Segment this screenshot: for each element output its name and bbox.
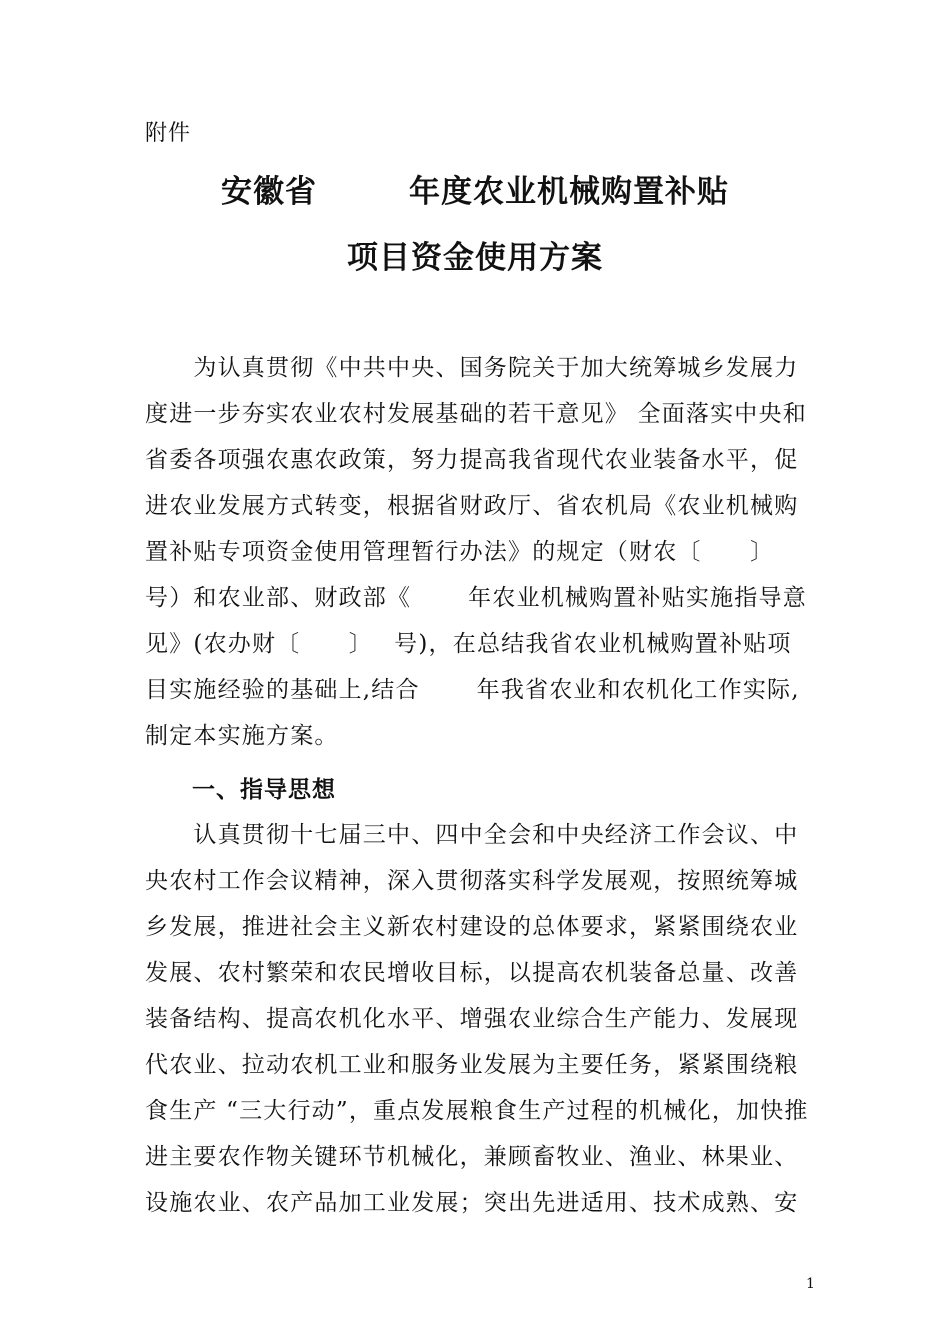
intro-paragraph-line: 目实施经验的基础上,结合 年我省农业和农机化工作实际, (145, 677, 800, 703)
section-heading-guiding-ideology: 一、指导思想 (192, 777, 336, 803)
guiding-ideology-paragraph-line: 进主要农作物关键环节机械化，兼顾畜牧业、渔业、林果业、 (145, 1144, 799, 1170)
guiding-ideology-paragraph (145, 812, 809, 1226)
page-number: 1 (806, 1276, 815, 1292)
document-title-line2: 项目资金使用方案 (347, 240, 603, 276)
intro-paragraph-line: 置补贴专项资金使用管理暂行办法》的规定（财农〔 〕 (145, 539, 775, 565)
intro-paragraph-line: 省委各项强农惠农政策，努力提高我省现代农业装备水平，促 (145, 447, 799, 473)
intro-paragraph-line: 号）和农业部、财政部《 年农业机械购置补贴实施指导意 (145, 585, 807, 611)
attachment-label: 附件 (145, 121, 192, 146)
title-subject: 年度农业机械购置补贴 (409, 174, 729, 210)
guiding-ideology-paragraph-line: 设施农业、农产品加工业发展；突出先进适用、技术成熟、安 (145, 1190, 799, 1216)
guiding-ideology-paragraph-line: 代农业、拉动农机工业和服务业发展为主要任务，紧紧围绕粮 (145, 1052, 799, 1078)
intro-paragraph-line: 度进一步夯实农业农村发展基础的若干意见》 全面落实中央和 (145, 401, 807, 427)
document-title-line1 (0, 166, 950, 211)
intro-paragraph-line: 进农业发展方式转变，根据省财政厅、省农机局《农业机械购 (145, 493, 799, 519)
guiding-ideology-paragraph-line: 乡发展，推进社会主义新农村建设的总体要求，紧紧围绕农业 (145, 914, 799, 940)
title-province: 安徽省 (221, 174, 317, 210)
intro-paragraph (145, 345, 805, 759)
guiding-ideology-paragraph-line: 央农村工作会议精神，深入贯彻落实科学发展观，按照统筹城 (145, 868, 799, 894)
intro-paragraph-line: 见》(农办财〔 〕 号)，在总结我省农业机械购置补贴项 (145, 631, 792, 657)
intro-paragraph-line: 为认真贯彻《中共中央、国务院关于加大统筹城乡发展力 (145, 355, 799, 381)
guiding-ideology-paragraph-line: 装备结构、提高农机化水平、增强农业综合生产能力、发展现 (145, 1006, 799, 1032)
intro-paragraph-line: 制定本实施方案。 (145, 723, 339, 749)
guiding-ideology-paragraph-line: 认真贯彻十七届三中、四中全会和中央经济工作会议、中 (145, 822, 799, 848)
guiding-ideology-paragraph-line: 食生产 “三大行动”，重点发展粮食生产过程的机械化，加快推 (145, 1098, 809, 1124)
guiding-ideology-paragraph-line: 发展、农村繁荣和农民增收目标，以提高农机装备总量、改善 (145, 960, 799, 986)
